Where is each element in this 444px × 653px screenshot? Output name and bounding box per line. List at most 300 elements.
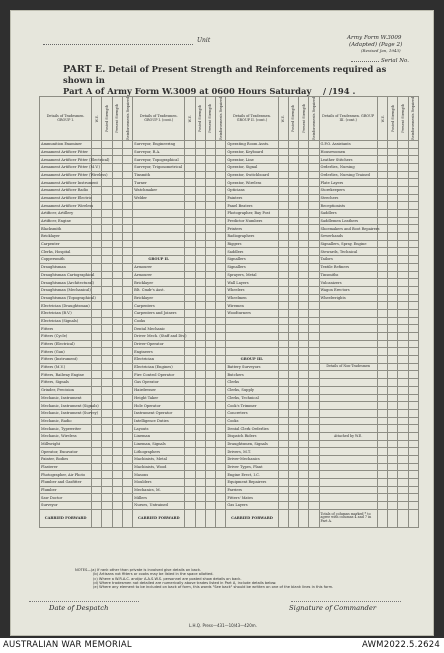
entry-cell [122,163,132,171]
trade-label: Stewards, Technical [319,248,377,256]
entry-cell [398,286,408,294]
entry-cell [278,271,288,279]
entry-cell [102,456,112,464]
trade-label: Panel Beaters [226,202,278,210]
entry-cell [388,140,398,148]
entry-cell [278,463,288,471]
form-revision: (Revised Jan, 1943) [361,48,401,53]
entry-cell [205,394,215,402]
entry-cell [92,225,102,233]
entry-cell [92,494,102,502]
trade-label: Electrician [133,356,185,364]
entry-cell [398,456,408,464]
total-cell [388,509,398,527]
entry-cell [112,317,122,325]
entry-cell [205,325,215,333]
table-row [40,463,419,471]
entry-cell [112,225,122,233]
signature-label: Signature of Commander [289,604,377,612]
entry-cell [102,402,112,410]
entry-cell [288,179,298,187]
entry-cell [388,394,398,402]
entry-cell [278,432,288,440]
entry-cell [185,171,195,179]
entry-cell [408,302,418,310]
entry-cell [92,333,102,341]
trade-label: Photographer, Bay Post [226,210,278,218]
entry-cell [299,486,309,494]
entry-cell [388,163,398,171]
trade-label: Wagon Erectors [319,286,377,294]
table-row [40,333,419,341]
entry-cell [112,171,122,179]
table-row [40,225,419,233]
entry-cell [377,256,387,264]
trade-label: Dental Mechanic [133,325,185,333]
entry-cell [288,463,298,471]
entry-cell [299,248,309,256]
entry-cell [216,409,226,417]
entry-cell [112,302,122,310]
entry-cell [288,440,298,448]
header-details-3: Details of Tradesmen. GROUP II. (cont.) [226,97,278,141]
entry-cell [92,210,102,218]
entry-cell [408,363,418,371]
trade-label: Intelligence Duties [133,417,185,425]
trade-label: Cooks [226,417,278,425]
entry-cell [299,286,309,294]
entry-cell [377,240,387,248]
trade-label: Draughtsman [40,263,92,271]
entry-cell [288,240,298,248]
entry-cell [408,333,418,341]
entry-cell [377,486,387,494]
entry-cell [216,502,226,510]
table-row [40,317,419,325]
entry-cell [102,356,112,364]
entry-cell [122,333,132,341]
entry-cell [408,263,418,271]
entry-cell [122,502,132,510]
entry-cell [377,309,387,317]
trade-label: Height Taker [133,394,185,402]
entry-cell [278,486,288,494]
trade-label: Tinsmith [133,171,185,179]
entry-cell [205,186,215,194]
entry-cell [102,194,112,202]
note-line: NOTES—(a) If rank other than private is involved give details on back. [75,568,202,572]
entry-cell [408,479,418,487]
entry-cell [195,340,205,348]
entry-cell [408,148,418,156]
trade-label: Instrument Operator [133,409,185,417]
entry-cell [278,194,288,202]
entry-cell [398,317,408,325]
entry-cell [377,279,387,287]
entry-cell [388,494,398,502]
trade-label: Armament Artificer Fitter (Wireless) [41,172,108,177]
table-row [40,432,419,440]
entry-cell [309,386,319,394]
entry-cell [288,210,298,218]
entry-cell [388,148,398,156]
entry-cell [309,217,319,225]
trade-label: G.P.O. Assistants [319,140,377,148]
entry-cell [195,217,205,225]
entry-cell [408,409,418,417]
entry-cell [288,502,298,510]
entry-cell [122,140,132,148]
entry-cell [299,210,309,218]
entry-cell [92,309,102,317]
entry-cell [288,217,298,225]
entry-cell [288,494,298,502]
trade-label: Armament Artificer Electric [41,195,92,200]
trade-label [319,333,377,341]
header-details-4: Details of Tradesmen. GROUP III. (cont.) [319,97,377,141]
entry-cell [377,302,387,310]
entry-cell [195,294,205,302]
entry-cell [408,286,418,294]
trade-label [133,225,185,233]
entry-cell [205,148,215,156]
table-row [40,379,419,387]
total-cell [112,509,122,527]
entry-cell [195,186,205,194]
trade-label: Wheelwrights [319,294,377,302]
entry-cell [92,417,102,425]
entry-cell [278,325,288,333]
entry-cell [92,194,102,202]
trade-label [226,348,278,356]
trade-label: Storekeepers [319,186,377,194]
entry-cell [398,202,408,210]
entry-cell [195,486,205,494]
entry-cell [309,502,319,510]
table-row [40,448,419,456]
entry-cell [309,240,319,248]
entry-cell [205,140,215,148]
entry-cell [288,333,298,341]
entry-cell [299,225,309,233]
entry-cell [122,279,132,287]
entry-cell [377,417,387,425]
entry-cell [112,271,122,279]
trade-label: Mechanic, Typewriter [40,425,92,433]
entry-cell [278,348,288,356]
entry-cell [377,248,387,256]
entry-cell [388,179,398,187]
entry-cell [216,263,226,271]
trade-label: Wheelmen [226,294,278,302]
trade-label [319,309,377,317]
trade-label: Draughtsman Cartographical [41,272,95,277]
title-part: PART E. [63,64,106,75]
trade-label [133,240,185,248]
entry-cell [377,194,387,202]
entry-cell [309,363,319,371]
header-details-1: Details of Tradesmen. GROUP I. [40,97,92,141]
entry-cell [92,479,102,487]
trade-label [133,217,185,225]
entry-cell [216,140,226,148]
entry-cell [388,240,398,248]
entry-cell [205,371,215,379]
header-we: W.E. [377,97,387,141]
entry-cell [299,471,309,479]
entry-cell [122,325,132,333]
entry-cell [216,340,226,348]
trade-label: Operator, Line [226,156,278,164]
total-cell [195,509,205,527]
header-we: W.E. [185,97,195,141]
entry-cell [112,156,122,164]
entry-cell [288,386,298,394]
entry-cell [288,417,298,425]
entry-cell [205,417,215,425]
entry-cell [185,371,195,379]
trade-label [133,210,185,218]
entry-cell [309,479,319,487]
trade-label: Engineers [133,348,185,356]
entry-cell [122,309,132,317]
trade-label [133,233,185,241]
entry-cell [408,171,418,179]
table-row [40,179,419,187]
entry-cell [309,325,319,333]
trade-label: Draughtsman (Architectural) [41,280,94,285]
entry-cell [102,217,112,225]
entry-cell [205,302,215,310]
entry-cell [288,317,298,325]
entry-cell [408,494,418,502]
entry-cell [185,386,195,394]
entry-cell [299,425,309,433]
entry-cell [205,263,215,271]
entry-cell [299,409,309,417]
entry-cell [278,179,288,187]
entry-cell [299,317,309,325]
entry-cell [309,171,319,179]
total-cell [398,509,408,527]
entry-cell [288,471,298,479]
entry-cell [112,463,122,471]
entry-cell [205,432,215,440]
entry-cell [122,202,132,210]
entry-cell [398,309,408,317]
entry-cell [185,417,195,425]
trade-label: Artificer, Engine [40,217,92,225]
entry-cell [195,256,205,264]
entry-cell [102,263,112,271]
entry-cell [102,271,112,279]
entry-cell [398,148,408,156]
entry-cell [309,456,319,464]
entry-cell [309,371,319,379]
entry-cell [195,309,205,317]
entry-cell [102,148,112,156]
trade-label [319,456,377,464]
entry-cell [92,386,102,394]
entry-cell [377,325,387,333]
form-identifier [347,35,402,55]
entry-cell [309,148,319,156]
entry-cell [205,163,215,171]
entry-cell [299,240,309,248]
entry-cell [309,163,319,171]
entry-cell [102,425,112,433]
entry-cell [216,456,226,464]
trade-label: Blacksmith [40,225,92,233]
trade-label: Plumber and Gasfitter [40,479,92,487]
entry-cell [278,379,288,387]
title-line2: Part A of Army Form W.3009 at 0600 Hours Saturday [63,86,312,96]
entry-cell [278,494,288,502]
table-row [40,256,419,264]
entry-cell [102,448,112,456]
entry-cell [309,279,319,287]
entry-cell [102,394,112,402]
trade-label: Electrician (B.V.) [40,309,92,317]
entry-cell [92,486,102,494]
entry-cell [185,379,195,387]
trade-label: Armourer [133,271,185,279]
entry-cell [185,448,195,456]
entry-cell [102,432,112,440]
entry-cell [185,217,195,225]
entry-cell [92,148,102,156]
table-row [40,263,419,271]
entry-cell [288,432,298,440]
header-posted: Posted Strength [195,97,205,141]
total-cell [185,509,195,527]
entry-cell [122,210,132,218]
entry-cell [398,271,408,279]
entry-cell [388,486,398,494]
trade-label: Operator, Switchboard [226,171,278,179]
entry-cell [388,186,398,194]
entry-cell [112,379,122,387]
trade-label: Fitters (Electrical) [40,340,92,348]
entry-cell [398,210,408,218]
entry-cell [398,194,408,202]
table-row [40,210,419,218]
entry-cell [408,448,418,456]
entry-cell [195,386,205,394]
entry-cell [388,409,398,417]
entry-cell [388,217,398,225]
entry-cell [398,156,408,164]
entry-cell [377,432,387,440]
trade-label: Textile Refiners [319,263,377,271]
table-row [40,217,419,225]
entry-cell [112,217,122,225]
entry-cell [288,348,298,356]
entry-cell [408,386,418,394]
entry-cell [288,171,298,179]
trade-label: Sewerhands [319,233,377,241]
entry-cell [195,463,205,471]
header-present: Present Strength [398,97,408,141]
entry-cell [185,156,195,164]
entry-cell [278,317,288,325]
entry-cell [205,502,215,510]
entry-cell [309,333,319,341]
entry-cell [299,309,309,317]
table-body [40,140,419,527]
entry-cell [102,363,112,371]
entry-cell [205,386,215,394]
entry-cell [388,502,398,510]
trade-label: Tailors [319,256,377,264]
entry-cell [92,286,102,294]
entry-cell [112,286,122,294]
table-row [40,456,419,464]
entry-cell [216,348,226,356]
entry-cell [92,432,102,440]
entry-cell [205,486,215,494]
entry-cell [122,394,132,402]
archive-footer [0,638,444,653]
entry-cell [122,425,132,433]
entry-cell [278,263,288,271]
entry-cell [185,294,195,302]
entry-cell [377,356,387,364]
entry-cell [122,417,132,425]
trade-label: Fitters (Instrument) [40,356,92,364]
entry-cell [309,409,319,417]
trade-label: Hairdresser [133,386,185,394]
entry-cell [398,325,408,333]
entry-cell [309,286,319,294]
entry-cell [398,340,408,348]
serial-number [351,57,409,64]
entry-cell [408,486,418,494]
trade-label: Armament Artificer Instrument [41,180,98,185]
trade-label: Electrician (Draughtsman) [40,302,92,310]
entry-cell [288,286,298,294]
header-required: Reinforcements Required [216,97,226,141]
entry-cell [377,463,387,471]
entry-cell [205,379,215,387]
entry-cell [195,317,205,325]
trade-label: Driver-Mechanics [226,456,278,464]
entry-cell [216,333,226,341]
title-line1: Detail of Present Strength and Reinforcements required as shown in [63,64,387,85]
entry-cell [185,440,195,448]
entry-cell [122,371,132,379]
header-posted: Posted Strength [388,97,398,141]
entry-cell [185,279,195,287]
entry-cell [278,340,288,348]
entry-cell [288,194,298,202]
entry-cell [185,271,195,279]
entry-cell [299,279,309,287]
entry-cell [278,309,288,317]
entry-cell [288,256,298,264]
entry-cell [288,448,298,456]
trade-label: Fitters' Mates [226,494,278,502]
entry-cell [388,317,398,325]
trade-label: Wall Layers [226,279,278,287]
entry-cell [205,233,215,241]
entry-cell [112,340,122,348]
total-cell [299,509,309,527]
entry-cell [205,348,215,356]
entry-cell [205,309,215,317]
entry-cell [122,179,132,187]
entry-cell [299,233,309,241]
